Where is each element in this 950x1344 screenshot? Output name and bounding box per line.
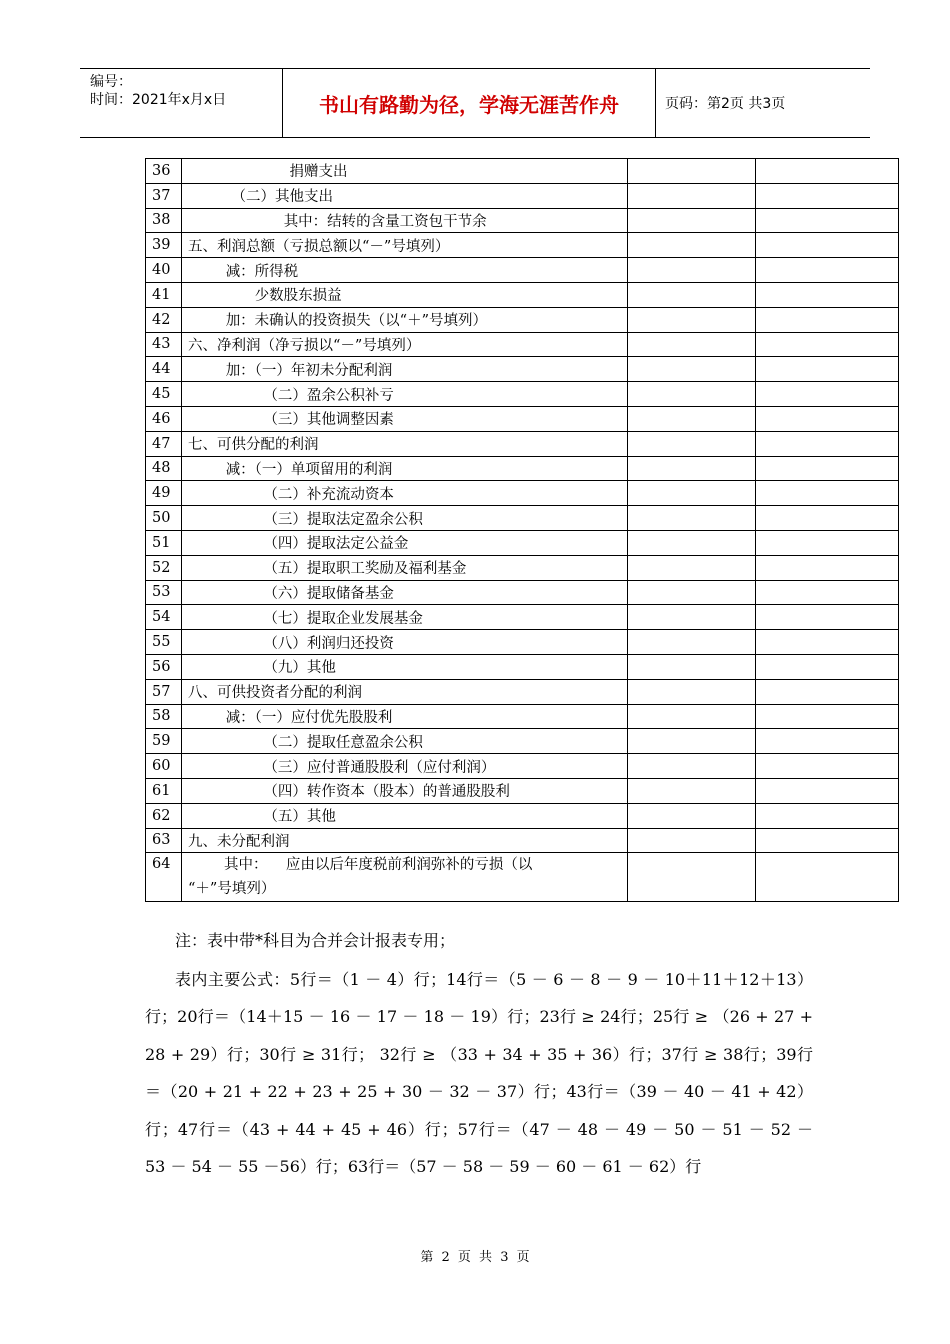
row-item: [182, 754, 628, 779]
row-item-label: （八）利润归还投资: [263, 635, 394, 652]
row-item-label: （五）其他: [263, 809, 336, 826]
row-value-col3: [628, 406, 756, 431]
row-value-col4: [756, 530, 899, 555]
row-value-col4: [756, 754, 899, 779]
row-item-label: （七）提取企业发展基金: [263, 610, 423, 627]
table-row: [146, 406, 899, 431]
table-body: [146, 159, 899, 902]
row-number: 58: [146, 704, 182, 729]
table-row: [146, 555, 899, 580]
row-number: 50: [146, 506, 182, 531]
row-number: 60: [146, 754, 182, 779]
row-item: [182, 605, 628, 630]
row-value-col4: [756, 282, 899, 307]
row-value-col4: [756, 803, 899, 828]
row-item-label: （三）应付普通股股利（应付利润）: [263, 759, 496, 776]
row-item-label: （二）补充流动资本: [263, 486, 394, 503]
row-item: [182, 803, 628, 828]
row-number: 42: [146, 307, 182, 332]
table-row: [146, 357, 899, 382]
row-number: 63: [146, 828, 182, 853]
table-row: [146, 431, 899, 456]
row-value-col4: [756, 630, 899, 655]
row-number: 62: [146, 803, 182, 828]
row-number: 47: [146, 431, 182, 456]
table-row: [146, 481, 899, 506]
row-item-label: 八、可供投资者分配的利润: [188, 685, 362, 702]
table-row: [146, 729, 899, 754]
row-item-label: 捐赠支出: [289, 164, 348, 181]
table-note: 注：表中带*科目为合并会计报表专用；: [175, 931, 456, 950]
row-value-col3: [628, 555, 756, 580]
row-item: [182, 704, 628, 729]
table-row: [146, 704, 899, 729]
table-row: [146, 307, 899, 332]
row-value-col3: [628, 307, 756, 332]
row-item-label: 减：（一）应付优先股股利: [225, 709, 393, 726]
row-item-label: （二）提取任意盈余公积: [263, 734, 423, 751]
table-row: [146, 654, 899, 679]
row-value-col3: [628, 233, 756, 258]
row-item: [182, 679, 628, 704]
row-item: [182, 431, 628, 456]
row-item: [182, 159, 628, 184]
row-value-col3: [628, 580, 756, 605]
row-item: [182, 307, 628, 332]
row-item-label: 七、可供分配的利润: [188, 437, 319, 454]
row-value-col4: [756, 778, 899, 803]
row-item: [182, 580, 628, 605]
table-row: [146, 828, 899, 853]
row-item-label: （六）提取储备基金: [263, 585, 394, 602]
row-value-col4: [756, 481, 899, 506]
row-item: [182, 828, 628, 853]
row-number: 54: [146, 605, 182, 630]
row-item-label: 九、未分配利润: [188, 833, 290, 850]
row-number: 46: [146, 406, 182, 431]
row-item: [182, 456, 628, 481]
row-item-label: 减：（一）单项留用的利润: [225, 461, 393, 478]
row-value-col3: [628, 704, 756, 729]
row-value-col3: [628, 729, 756, 754]
row-item-line1: 其中： 应由以后年度税前利润弥补的亏损（以: [224, 857, 533, 874]
row-value-col4: [756, 506, 899, 531]
row-number: 59: [146, 729, 182, 754]
row-item-label: （三）其他调整因素: [263, 412, 394, 429]
row-item-label: 六、净利润（净亏损以“－”号填列）: [188, 337, 421, 354]
row-item: [182, 382, 628, 407]
row-value-col4: [756, 159, 899, 184]
row-item: [182, 481, 628, 506]
row-value-col3: [628, 159, 756, 184]
row-value-col3: [628, 282, 756, 307]
row-number: 43: [146, 332, 182, 357]
row-item-label: （五）提取职工奖励及福利基金: [263, 561, 467, 578]
row-number: 51: [146, 530, 182, 555]
motto: 书山有路勤为径，学海无涯苦作舟: [282, 69, 656, 137]
table-row: [146, 853, 899, 902]
row-item: [182, 332, 628, 357]
row-number: 45: [146, 382, 182, 407]
row-value-col4: [756, 307, 899, 332]
row-value-col4: [756, 233, 899, 258]
row-item-label: （二）其他支出: [231, 189, 333, 206]
row-value-col4: [756, 605, 899, 630]
table-row: [146, 208, 899, 233]
row-item-label: 加：（一）年初未分配利润: [225, 362, 393, 379]
row-number: 53: [146, 580, 182, 605]
row-value-col3: [628, 506, 756, 531]
row-value-col3: [628, 853, 756, 902]
row-item-label: （四）提取法定公益金: [263, 536, 409, 553]
row-value-col3: [628, 481, 756, 506]
row-value-col3: [628, 456, 756, 481]
row-value-col3: [628, 183, 756, 208]
row-value-col4: [756, 679, 899, 704]
row-value-col4: [756, 258, 899, 283]
page-header: [80, 68, 870, 138]
row-number: 39: [146, 233, 182, 258]
row-item-line2: “＋”号填列）: [188, 881, 276, 898]
row-value-col4: [756, 183, 899, 208]
row-value-col3: [628, 208, 756, 233]
row-value-col4: [756, 654, 899, 679]
row-value-col3: [628, 382, 756, 407]
row-number: 57: [146, 679, 182, 704]
row-number: 36: [146, 159, 182, 184]
row-item: [182, 208, 628, 233]
row-value-col4: [756, 729, 899, 754]
table-row: [146, 778, 899, 803]
table-row: [146, 506, 899, 531]
row-number: 37: [146, 183, 182, 208]
row-item: [182, 530, 628, 555]
row-item-label: （三）提取法定盈余公积: [263, 511, 423, 528]
row-item-label: （九）其他: [263, 660, 336, 677]
row-item: [182, 183, 628, 208]
table-row: [146, 332, 899, 357]
row-value-col4: [756, 208, 899, 233]
row-value-col3: [628, 431, 756, 456]
row-value-col3: [628, 357, 756, 382]
row-value-col4: [756, 406, 899, 431]
row-number: 38: [146, 208, 182, 233]
table-row: [146, 580, 899, 605]
table-row: [146, 530, 899, 555]
row-value-col4: [756, 382, 899, 407]
profit-distribution-table: [145, 158, 899, 902]
row-value-col4: [756, 555, 899, 580]
row-value-col3: [628, 258, 756, 283]
row-item-label: 少数股东损益: [254, 288, 342, 305]
row-item: [182, 357, 628, 382]
row-item-label: 加：未确认的投资损失（以“＋”号填列）: [225, 313, 488, 330]
table-row: [146, 183, 899, 208]
row-number: 48: [146, 456, 182, 481]
row-value-col3: [628, 654, 756, 679]
row-value-col4: [756, 357, 899, 382]
row-value-col3: [628, 803, 756, 828]
row-number: 44: [146, 357, 182, 382]
row-item: [182, 506, 628, 531]
row-value-col3: [628, 605, 756, 630]
row-number: 55: [146, 630, 182, 655]
table-row: [146, 382, 899, 407]
row-value-col4: [756, 704, 899, 729]
row-value-col3: [628, 778, 756, 803]
table-row: [146, 233, 899, 258]
row-value-col4: [756, 828, 899, 853]
table-row: [146, 803, 899, 828]
row-item: [182, 555, 628, 580]
row-item: [182, 282, 628, 307]
row-value-col4: [756, 580, 899, 605]
table-row: [146, 630, 899, 655]
table-row: [146, 605, 899, 630]
row-item: [182, 729, 628, 754]
formula-paragraph: 表内主要公式：5行＝（1 － 4）行；14行＝（5 － 6 － 8 － 9 － 10＋11＋12＋13）行；20行＝（14＋15 － 16 － 17 － 18 － 19）行；23行 ≥ 24行；25行 ≥ （26 + 27 + 28 + 29）行；30行 ≥ 31行； 32行 ≥ （33 + 34 + 35 + 36）行；37行 ≥ 38行；39行＝（20 + 21 + 22 + 23 + 25 + 30 － 32 － 37）行；43行＝（39 － 40 － 41 + 42）行；47行＝（43 + 44 + 45 + 46）行；57行＝（47 － 48 － 49 － 50 － 51 － 52 － 53 － 54 － 55 －56）行；63行＝（57 － 58 － 59 － 60 － 61 － 62）行: [145, 970, 813, 1177]
row-item: [182, 853, 628, 902]
row-value-col4: [756, 431, 899, 456]
row-item: [182, 778, 628, 803]
row-number: 56: [146, 654, 182, 679]
row-item-label: （四）转作资本（股本）的普通股股利: [263, 784, 510, 801]
row-value-col3: [628, 679, 756, 704]
row-value-col3: [628, 828, 756, 853]
notes-section: [145, 925, 813, 1185]
row-item-label: 减：所得税: [225, 263, 299, 280]
row-number: 64: [146, 853, 182, 902]
serial-label: 编号：: [90, 74, 132, 90]
row-value-col3: [628, 530, 756, 555]
row-number: 41: [146, 282, 182, 307]
row-number: 49: [146, 481, 182, 506]
page-label: 页码：第2页 共3页: [665, 96, 786, 112]
row-number: 40: [146, 258, 182, 283]
row-item-label: 其中：结转的含量工资包干节余: [283, 213, 487, 230]
table-row: [146, 159, 899, 184]
row-item: [182, 630, 628, 655]
table-row: [146, 679, 899, 704]
row-value-col4: [756, 853, 899, 902]
page-footer: 第 2 页 共 3 页: [420, 1250, 530, 1265]
row-item-label: （二）盈余公积补亏: [263, 387, 394, 404]
row-number: 52: [146, 555, 182, 580]
row-item: [182, 654, 628, 679]
date-label: 时间：2021年x月x日: [90, 92, 227, 108]
table-row: [146, 754, 899, 779]
row-value-col3: [628, 630, 756, 655]
row-value-col3: [628, 332, 756, 357]
row-item: [182, 233, 628, 258]
row-value-col4: [756, 456, 899, 481]
row-value-col3: [628, 754, 756, 779]
table-row: [146, 282, 899, 307]
row-value-col4: [756, 332, 899, 357]
header-meta: [80, 69, 282, 137]
row-item-label: 五、利润总额（亏损总额以“－”号填列）: [188, 238, 450, 255]
row-number: 61: [146, 778, 182, 803]
table-row: [146, 258, 899, 283]
row-item: [182, 406, 628, 431]
row-item: [182, 258, 628, 283]
table-row: [146, 456, 899, 481]
